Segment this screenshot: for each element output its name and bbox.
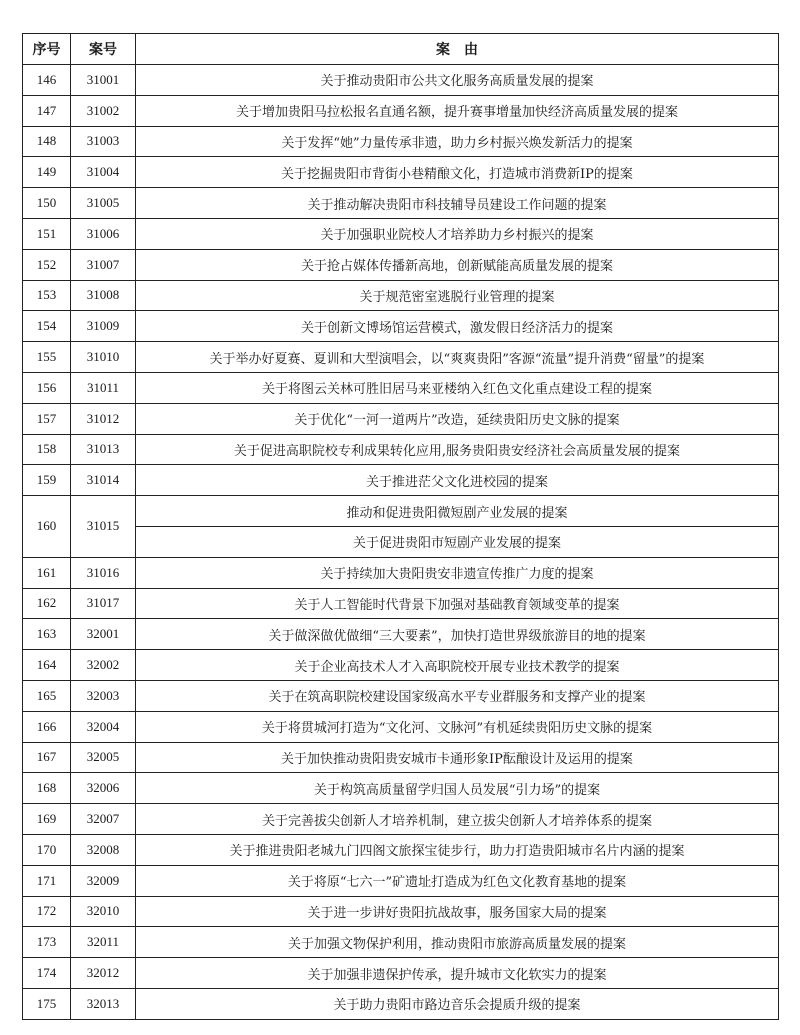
cell-case-number: 31008 xyxy=(71,280,136,311)
cell-case-title: 关于企业高技术人才入高职院校开展专业技术教学的提案 xyxy=(136,650,779,681)
cell-case-title: 关于优化“一河一道两片”改造，延续贵阳历史文脉的提案 xyxy=(136,403,779,434)
cell-case-title: 关于推动解决贵阳市科技辅导员建设工作问题的提案 xyxy=(136,188,779,219)
cell-case-number: 31005 xyxy=(71,188,136,219)
table-row xyxy=(23,157,779,188)
table-row xyxy=(23,927,779,958)
cell-seq: 164 xyxy=(23,650,71,681)
table-row xyxy=(23,680,779,711)
cell-case-number: 31009 xyxy=(71,311,136,342)
cell-seq: 159 xyxy=(23,465,71,496)
table-row xyxy=(23,773,779,804)
table-body xyxy=(23,65,779,1020)
cell-case-number: 32011 xyxy=(71,927,136,958)
cell-case-number: 32003 xyxy=(71,680,136,711)
table-row xyxy=(23,958,779,989)
cell-seq: 172 xyxy=(23,896,71,927)
cell-case-title: 关于增加贵阳马拉松报名直通名额，提升赛事增量加快经济高质量发展的提案 xyxy=(136,95,779,126)
cell-case-number: 32012 xyxy=(71,958,136,989)
cell-case-number: 32009 xyxy=(71,865,136,896)
cell-seq: 154 xyxy=(23,311,71,342)
cell-seq: 148 xyxy=(23,126,71,157)
cell-case-number: 31012 xyxy=(71,403,136,434)
cell-seq: 162 xyxy=(23,588,71,619)
cell-case-title: 关于规范密室逃脱行业管理的提案 xyxy=(136,280,779,311)
table-row xyxy=(23,742,779,773)
cell-case-number: 31013 xyxy=(71,434,136,465)
table-row xyxy=(23,834,779,865)
cell-seq: 146 xyxy=(23,65,71,96)
table-row xyxy=(23,126,779,157)
cell-case-title: 关于加强非遗保护传承，提升城市文化软实力的提案 xyxy=(136,958,779,989)
cell-case-title: 关于助力贵阳市路边音乐会提质升级的提案 xyxy=(136,988,779,1019)
table-row xyxy=(23,403,779,434)
cell-case-number: 32006 xyxy=(71,773,136,804)
cell-case-number: 31003 xyxy=(71,126,136,157)
cell-seq: 174 xyxy=(23,958,71,989)
cell-case-number: 32010 xyxy=(71,896,136,927)
proposal-table-container xyxy=(22,33,778,1020)
table-row xyxy=(23,711,779,742)
table-row xyxy=(23,95,779,126)
cell-case-title: 关于抢占媒体传播新高地，创新赋能高质量发展的提案 xyxy=(136,249,779,280)
cell-case-number: 32007 xyxy=(71,804,136,835)
table-row xyxy=(23,372,779,403)
cell-case-number: 31015 xyxy=(71,496,136,558)
cell-seq: 167 xyxy=(23,742,71,773)
header-case-number: 案号 xyxy=(71,34,136,65)
table-row xyxy=(23,557,779,588)
table-row xyxy=(23,188,779,219)
table-row xyxy=(23,342,779,373)
cell-case-number: 32005 xyxy=(71,742,136,773)
cell-seq: 171 xyxy=(23,865,71,896)
cell-seq: 168 xyxy=(23,773,71,804)
cell-case-title: 关于促进高职院校专利成果转化应用,服务贵阳贵安经济社会高质量发展的提案 xyxy=(136,434,779,465)
cell-case-title: 关于将图云关林可胜旧居马来亚楼纳入红色文化重点建设工程的提案 xyxy=(136,372,779,403)
cell-case-title: 推动和促进贵阳微短剧产业发展的提案 xyxy=(136,496,779,527)
table-row xyxy=(23,311,779,342)
cell-case-number: 31007 xyxy=(71,249,136,280)
header-seq: 序号 xyxy=(23,34,71,65)
cell-seq: 150 xyxy=(23,188,71,219)
cell-case-title: 关于推动贵阳市公共文化服务高质量发展的提案 xyxy=(136,65,779,96)
cell-seq: 175 xyxy=(23,988,71,1019)
cell-seq: 169 xyxy=(23,804,71,835)
cell-case-number: 31001 xyxy=(71,65,136,96)
cell-seq: 161 xyxy=(23,557,71,588)
cell-case-title: 关于加强文物保护利用，推动贵阳市旅游高质量发展的提案 xyxy=(136,927,779,958)
cell-seq: 152 xyxy=(23,249,71,280)
cell-case-title: 关于举办好夏赛、夏训和大型演唱会，以“爽爽贵阳”客源“流量”提升消费“留量”的提案 xyxy=(136,342,779,373)
cell-case-number: 31006 xyxy=(71,218,136,249)
cell-seq: 149 xyxy=(23,157,71,188)
cell-case-number: 31014 xyxy=(71,465,136,496)
table-row xyxy=(23,280,779,311)
table-header-row xyxy=(23,34,779,65)
cell-case-number: 31002 xyxy=(71,95,136,126)
table-row xyxy=(23,249,779,280)
cell-seq: 157 xyxy=(23,403,71,434)
cell-case-title: 关于人工智能时代背景下加强对基础教育领域变革的提案 xyxy=(136,588,779,619)
cell-case-number: 32004 xyxy=(71,711,136,742)
cell-seq: 160 xyxy=(23,496,71,558)
table-row xyxy=(23,619,779,650)
cell-case-number: 31011 xyxy=(71,372,136,403)
cell-case-number: 32002 xyxy=(71,650,136,681)
cell-seq: 158 xyxy=(23,434,71,465)
table-row xyxy=(23,988,779,1019)
cell-case-title: 关于加快推动贵阳贵安城市卡通形象IP酝酿设计及运用的提案 xyxy=(136,742,779,773)
cell-seq: 156 xyxy=(23,372,71,403)
cell-case-title: 关于挖掘贵阳市背街小巷精酿文化，打造城市消费新IP的提案 xyxy=(136,157,779,188)
table-row xyxy=(23,865,779,896)
cell-case-title: 关于将原“七六一”矿遗址打造成为红色文化教育基地的提案 xyxy=(136,865,779,896)
cell-case-number: 31004 xyxy=(71,157,136,188)
table-row xyxy=(23,526,779,557)
cell-case-number: 31017 xyxy=(71,588,136,619)
cell-seq: 151 xyxy=(23,218,71,249)
table-row xyxy=(23,434,779,465)
cell-case-title: 关于推进茫父文化进校园的提案 xyxy=(136,465,779,496)
table-row xyxy=(23,588,779,619)
cell-case-number: 32013 xyxy=(71,988,136,1019)
cell-case-title: 关于创新文博场馆运营模式，激发假日经济活力的提案 xyxy=(136,311,779,342)
cell-case-title: 关于构筑高质量留学归国人员发展“引力场”的提案 xyxy=(136,773,779,804)
cell-case-number: 31010 xyxy=(71,342,136,373)
proposal-table xyxy=(22,33,779,1020)
table-row xyxy=(23,896,779,927)
cell-case-title: 关于发挥“她”力量传承非遗，助力乡村振兴焕发新活力的提案 xyxy=(136,126,779,157)
cell-case-title: 关于持续加大贵阳贵安非遗宣传推广力度的提案 xyxy=(136,557,779,588)
table-row xyxy=(23,218,779,249)
cell-seq: 163 xyxy=(23,619,71,650)
table-row xyxy=(23,465,779,496)
table-row xyxy=(23,65,779,96)
cell-case-title: 关于促进贵阳市短剧产业发展的提案 xyxy=(136,526,779,557)
cell-case-title: 关于完善拔尖创新人才培养机制，建立拔尖创新人才培养体系的提案 xyxy=(136,804,779,835)
cell-seq: 173 xyxy=(23,927,71,958)
cell-case-title: 关于做深做优做细“三大要素”，加快打造世界级旅游目的地的提案 xyxy=(136,619,779,650)
cell-seq: 165 xyxy=(23,680,71,711)
cell-seq: 155 xyxy=(23,342,71,373)
cell-seq: 147 xyxy=(23,95,71,126)
cell-case-title: 关于在筑高职院校建设国家级高水平专业群服务和支撑产业的提案 xyxy=(136,680,779,711)
cell-case-title: 关于推进贵阳老城九门四阁文旅探宝徒步行，助力打造贵阳城市名片内涵的提案 xyxy=(136,834,779,865)
cell-case-number: 32001 xyxy=(71,619,136,650)
cell-case-title: 关于进一步讲好贵阳抗战故事，服务国家大局的提案 xyxy=(136,896,779,927)
cell-case-title: 关于加强职业院校人才培养助力乡村振兴的提案 xyxy=(136,218,779,249)
cell-case-title: 关于将贯城河打造为“文化河、文脉河”有机延续贵阳历史文脉的提案 xyxy=(136,711,779,742)
header-case-title: 案 由 xyxy=(136,34,779,65)
cell-seq: 166 xyxy=(23,711,71,742)
cell-seq: 170 xyxy=(23,834,71,865)
table-row xyxy=(23,496,779,527)
table-row xyxy=(23,650,779,681)
cell-seq: 153 xyxy=(23,280,71,311)
table-row xyxy=(23,804,779,835)
cell-case-number: 32008 xyxy=(71,834,136,865)
cell-case-number: 31016 xyxy=(71,557,136,588)
